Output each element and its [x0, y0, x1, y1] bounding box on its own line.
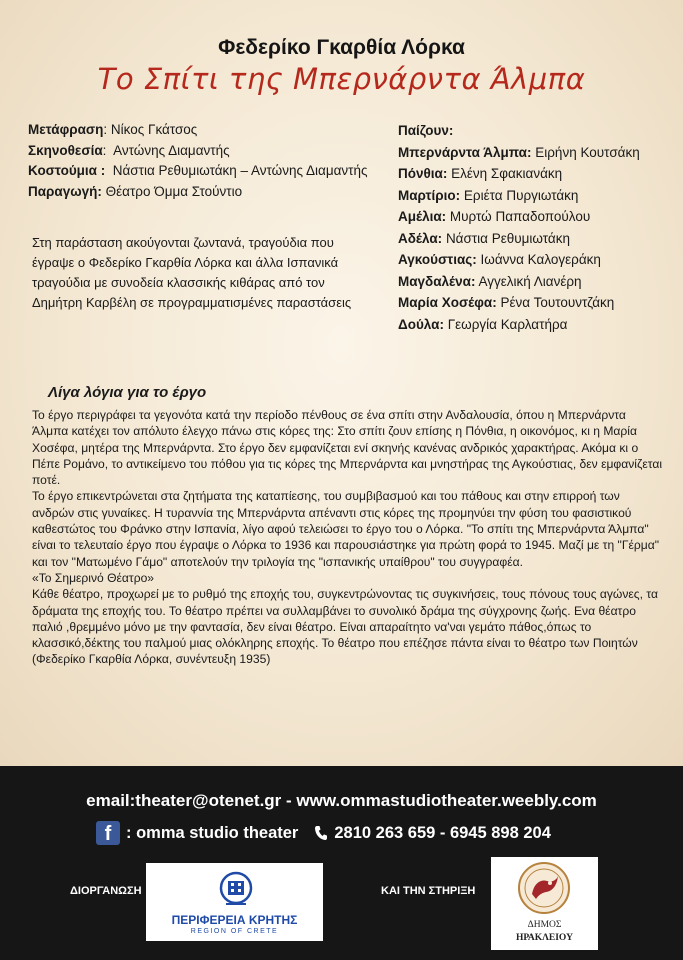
about-paragraph: Το έργο περιγράφει τα γεγονότα κατά την περίοδο πένθους σε ένα σπίτι στην Ανδαλουσία, όπου η Μπερνάρντα Άλμπα κατέχει τον απόλυτο έλεγχο πάνω στις κόρες της: Στο σπίτι ζουν επίσης η Πόνθια, η οικονόμος, κι η Μαρία Χοσέφα, μητέρα της Μπερνάρντα. Στο έργο δεν εμφανίζεται ενί σκηνής κανένας ανδρικός χαρακτήρας. Ακόμα κι ο Πέπε Ρομάνο, το αντικείμενο του πόθου για τις κόρες της Μπερνάρντα και μνηστήρας της Αγκούστιας, δεν εμφανίζεται ποτέ.: [32, 408, 663, 488]
credit-production: [28, 182, 398, 203]
cast-member: [398, 206, 683, 228]
region-crete-logo: [146, 863, 323, 941]
social-phone-line: [96, 821, 551, 845]
heraklion-logo: [491, 857, 598, 950]
cast-member: [398, 185, 683, 207]
author-name: Φεδερίκο Γκαρθία Λόρκα: [218, 36, 465, 59]
cast-member: [398, 292, 683, 314]
cast-role: Αδέλα:: [398, 230, 443, 246]
cast-role: Μαρία Χοσέφα:: [398, 295, 497, 310]
credits-list: [28, 120, 398, 202]
cast-role: Μαγδαλένα:: [398, 273, 476, 289]
credit-costumes: [28, 161, 398, 182]
cast-member: [398, 314, 683, 336]
about-paragraph: Κάθε θέατρο, προχωρεί με το ρυθμό της εποχής του, συγκεντρώνοντας τις συγκινήσεις, τους πόνους τους αγώνες, τα δράματα της εποχής του. Το θέατρο πρέπει να συλλαμβάνει το συνολικό δράμα της σύγχρονης ζωής. Ενα θέατρο παλιό ,θρεμμένο μόνο με την φαντασία, δεν είναι θέατρο. Είναι απαραίτητο να'ναι γεμάτο πάθος,όπως το κλασσικό,δέκτης του παλμού μιας ολόκληρης εποχής. Το θέατρο που επέζησε πάντα είναι το θέατρο των Ποιητών (Φεδερίκο Γκαρθία Λόρκα, συνέντευξη 1935): [32, 587, 658, 667]
support-label: ΚΑΙ ΤΗΝ ΣΤΗΡΙΞΗ: [381, 885, 476, 897]
facebook-name[interactable]: : omma studio theater: [126, 823, 299, 842]
cast-actor: Νάστια Ρεθυμιωτάκη: [445, 230, 570, 246]
credit-direction: Σκηνοθεσία: Αντώνης Διαμαντής: [28, 142, 230, 158]
cast-actor: Μυρτώ Παπαδοπούλου: [449, 209, 591, 224]
organizer-name: ΠΕΡΙΦΕΡΕΙΑ ΚΡΗΤΗΣ: [171, 913, 298, 927]
phone-icon: [314, 825, 328, 841]
organizer-label: ΔΙΟΡΓΑΝΩΣΗ: [70, 885, 142, 897]
cast-list: [398, 120, 683, 335]
crete-emblem-icon: [219, 871, 253, 909]
music-note: Στη παράσταση ακούγονται ζωντανά, τραγούδια που έγραψε ο Φεδερίκο Γκαρθία Λόρκα και άλλα Ισπανικά τραγούδια με συνοδεία κλασσικής κιθάρας από τον Δημήτρη Καρβέλη σε προγραμματισμένες παραστάσεις: [32, 235, 352, 310]
cast-role: Αγκούστιας:: [398, 252, 477, 267]
support-name-line1: ΔΗΜΟΣ: [527, 920, 562, 930]
credit-value: Νάστια Ρεθυμιωτάκη – Αντώνης Διαμαντής: [112, 163, 368, 178]
credit-label: Παραγωγή:: [28, 183, 102, 199]
cast-actor: Ρένα Τουτουντζάκη: [500, 295, 615, 310]
cast-actor: Ιωάννα Καλογεράκη: [480, 252, 601, 267]
cast-role: Μπερνάρντα Άλμπα:: [398, 144, 532, 160]
support-name-line2: ΗΡΑΚΛΕΙΟΥ: [516, 933, 573, 943]
credit-label: Κοστούμια :: [28, 163, 106, 178]
about-title: Λίγα λόγια για το έργο: [48, 384, 207, 401]
footer: [0, 766, 683, 960]
phone-numbers[interactable]: 2810 263 659 - 6945 898 204: [334, 823, 551, 842]
organizer-sub: REGION OF CRETE: [190, 928, 279, 935]
cast-role: Πόνθια:: [398, 166, 448, 181]
quote-heading: «Το Σημερινό Θέατρο»: [32, 570, 155, 585]
cast-member: [398, 271, 683, 293]
credit-value: Αντώνης Διαμαντής: [113, 142, 230, 158]
cast-actor: Γεωργία Καρλατήρα: [447, 316, 568, 332]
credit-value: Νίκος Γκάτσος: [110, 122, 198, 137]
cast-role: Αμέλια:: [398, 209, 447, 224]
cast-member: [398, 249, 683, 271]
cast-member: [398, 142, 683, 164]
about-paragraph: Το έργο επικεντρώνεται στα ζητήματα της καταπίεσης, του συμβιβασμού και του πάθους και στην επιρροή των ανδρών στις γυναίκες. Η τυραννία της Μπερνάρντα απέναντι στις κόρες της προμηνύει την φύση του φασιστικού καθεστώτος του Φράνκο στην Ισπανία, λίγο αφού τελειώσει το έργο του ο Λόρκα. "Το σπίτι της Μπερνάρντα Άλμπα" είναι το τελευταίο έργο που έγραψε ο Λόρκα το 1936 και παρουσιάστηκε για πρώτη φορά το 1945. Μαζί με τη "Γέρμα" και τον "Ματωμένο Γάμο" αποτελούν την τριλογία της "ισπανικής υπαίθρου" του συγγραφέα.: [32, 489, 660, 569]
facebook-icon[interactable]: f: [96, 821, 120, 845]
cast-role: Δούλα:: [398, 316, 444, 332]
cast-actor: Ειρήνη Κουτσάκη: [535, 144, 640, 160]
cast-actor: Ελένη Σφακιανάκη: [451, 166, 563, 181]
credit-label: Μετάφραση: [28, 122, 104, 137]
cast-member: [398, 163, 683, 185]
cast-member: [398, 228, 683, 250]
cast-role: Μαρτίριο:: [398, 187, 461, 203]
heraklion-emblem-icon: [517, 861, 571, 915]
email-website-line[interactable]: email:theater@otenet.gr - www.ommastudiotheater.weebly.com: [86, 791, 597, 810]
credit-label: Σκηνοθεσία: [28, 142, 103, 158]
cast-actor: Αγγελική Λιανέρη: [478, 273, 582, 289]
cast-actor: Εριέτα Πυργιωτάκη: [463, 187, 579, 203]
about-text: [32, 407, 662, 668]
cast-heading: Παίζουν:: [398, 123, 454, 138]
credit-translation: Μετάφραση: Νίκος Γκάτσος: [28, 122, 198, 137]
credit-value: Θέατρο Όμμα Στούντιο: [105, 183, 243, 199]
play-title: Το Σπίτι της Μπερνάρντα Άλμπα: [97, 62, 586, 96]
